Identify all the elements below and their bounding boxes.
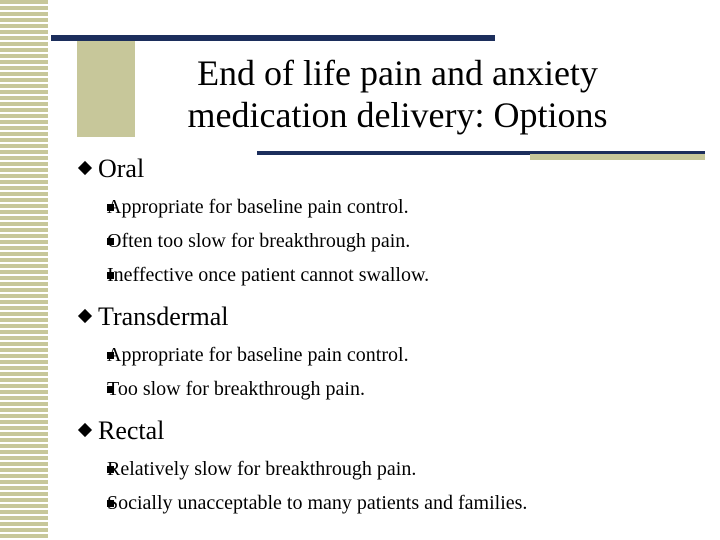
- slide-title: [130, 52, 665, 136]
- section-rectal: [80, 416, 700, 446]
- list-item-text: Relatively slow for breakthrough pain.: [107, 458, 417, 480]
- slide-title-line-2: medication delivery: Options: [187, 95, 608, 135]
- section-oral-items: [80, 190, 700, 292]
- section-heading: Transdermal: [98, 302, 229, 331]
- section-transdermal: [80, 302, 700, 332]
- list-item: [107, 372, 700, 406]
- decorative-stripe-bar: [0, 0, 48, 540]
- list-item: [107, 338, 700, 372]
- list-item: [107, 224, 700, 258]
- section-rectal-items: [80, 452, 700, 520]
- decorative-tan-block: [77, 40, 135, 137]
- list-item: [107, 486, 700, 520]
- title-top-rule: [51, 35, 495, 41]
- list-item-text: Appropriate for baseline pain control.: [107, 344, 409, 366]
- list-item-text: Ineffective once patient cannot swallow.: [107, 264, 430, 286]
- slide-body: [80, 144, 700, 524]
- list-item-text: Appropriate for baseline pain control.: [107, 196, 409, 218]
- section-transdermal-items: [80, 338, 700, 406]
- list-item-text: Too slow for breakthrough pain.: [107, 378, 365, 400]
- list-item: [107, 452, 700, 486]
- section-oral: [80, 154, 700, 184]
- list-item: [107, 258, 700, 292]
- list-item-text: Socially unacceptable to many patients and families.: [107, 492, 528, 514]
- list-item-text: Often too slow for breakthrough pain.: [107, 230, 411, 252]
- slide-title-line-1: End of life pain and anxiety: [197, 53, 598, 93]
- section-heading: Oral: [98, 154, 145, 183]
- section-heading: Rectal: [98, 416, 165, 445]
- list-item: [107, 190, 700, 224]
